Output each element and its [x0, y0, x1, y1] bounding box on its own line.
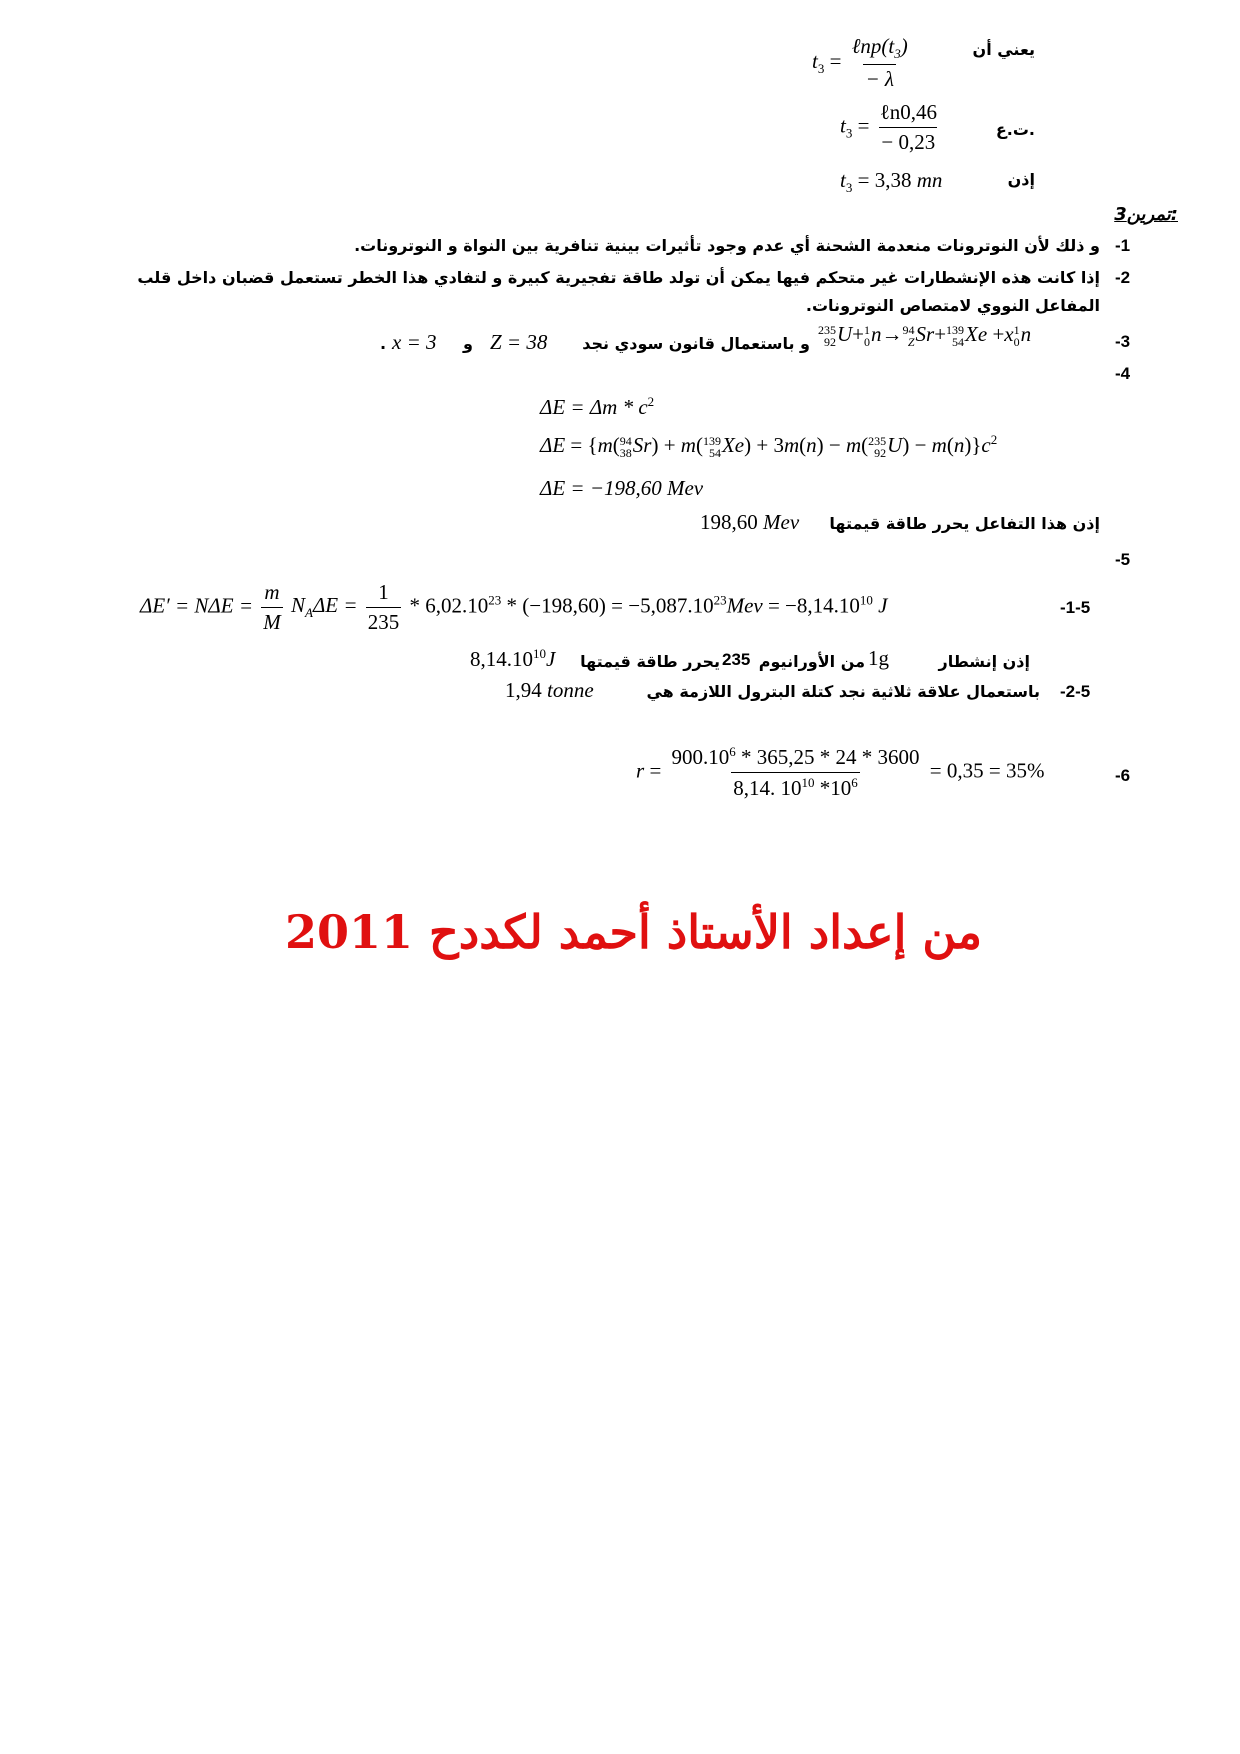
q5-1-number: -1-5	[1060, 598, 1091, 617]
q3-x-value: x = 3	[392, 330, 437, 354]
exercise-3-title-row	[1000, 204, 1178, 225]
q5-2-text: باستعمال علاقة ثلاثية نجد كتلة البترول اللازمة هي	[646, 682, 1040, 701]
formula-t3-result: $t_3 = 3,38$ mn	[840, 168, 943, 196]
q5-2-value: 1,94 tonne	[505, 678, 594, 702]
q4-number: -4	[1115, 364, 1131, 383]
q5-1-label-c: يحرر طاقة قيمتها	[580, 652, 720, 671]
q2-text-line2: المفاعل النووي لامتصاص النوترونات.	[805, 296, 1100, 315]
line-t3-numeric	[980, 120, 1035, 140]
q4-eq-mass-energy: $\Delta E = \Delta m * c^2$	[540, 394, 655, 419]
q2-number: -2	[1115, 268, 1131, 287]
q5-1-energy-value: 8,14.10$^{10}$J	[470, 646, 556, 671]
label-numeric-application: ت.ع.	[995, 120, 1035, 139]
q2-text-line1: إذا كانت هذه الإنشطارات غير متحكم فيها يمكن أن تولد طاقة تفجيرية كبيرة و لتفادي هذا الخطر تستعمل قضبان داخل قلب	[137, 268, 1100, 287]
q6-number: -6	[1115, 766, 1131, 785]
q3-text: و باستعمال قانون سودي نجد	[582, 334, 810, 353]
q5-2-number: -2-5	[1060, 682, 1091, 701]
q3-nuclear-equation: 235 92 U+ 1 0 n→ 94 Z Sr+ 139 54 Xe +x 1 0 n	[818, 322, 1032, 350]
q3-and: و	[463, 334, 473, 353]
q3-number: -3	[1115, 332, 1131, 351]
label-means: يعني أن	[972, 40, 1035, 59]
q6-efficiency-formula: r = $\frac{900.10^6 * 365,25 * 24 * 3600}{8,14. 10^{10} *10^6}$ = 0,35 = 35%	[636, 744, 1045, 800]
formula-t3-general: $t_3$ = $\frac{\ell np(t_3)}{- \lambda}$	[812, 34, 908, 92]
q3-z-value: Z = 38	[490, 330, 548, 354]
q4-eq-mass-defect: ΔE = {m( 94 38 Sr) + m( 139 54 Xe) + 3m(n) − m( 235 92 $U) - m(n)\}c^2$	[540, 432, 998, 461]
q1-text: و ذلك لأن النوترونات منعدمة الشحنة أي عدم وجود تأثيرات بينية تنافرية بين النواة و النوترونات.	[354, 236, 1100, 255]
q5-number: -5	[1115, 550, 1131, 569]
q1-number: -1	[1115, 236, 1131, 255]
q5-1-uranium-number: 235	[722, 650, 751, 669]
exercise-3-title: تمرين3:	[1114, 204, 1178, 225]
author-signature: من إعداد الأستاذ أحمد لكددح 2011	[285, 905, 983, 959]
formula-t3-numeric: $t_3$ = $\frac{\text{ℓn0,46}}{- 0,23}$	[840, 100, 937, 154]
label-therefore: إذن	[1007, 170, 1035, 189]
q5-1-energy-formula: ΔE′ = NΔE = $\frac{m}{M}$ $N_A\Delta E$ = $\frac{1}{235}$ * $6,02.10^{23} * (-198,60) = -5,087.10^{23}Mev = -8,14.10^{10}$ J	[140, 580, 888, 634]
q5-1-label-a: إذن إنشطار	[938, 652, 1030, 671]
q4-result-label: إذن هذا التفاعل يحرر طاقة قيمتها	[829, 514, 1100, 533]
q3-end: .	[380, 334, 387, 353]
q4-eq-result: ΔE = −198,60 Mev	[540, 476, 704, 500]
q5-1-mass: 1g	[868, 646, 889, 670]
q4-result-value: 198,60 Mev	[700, 510, 800, 534]
line-t3-result	[985, 170, 1035, 190]
q5-1-label-b: من الأورانيوم	[758, 652, 865, 671]
